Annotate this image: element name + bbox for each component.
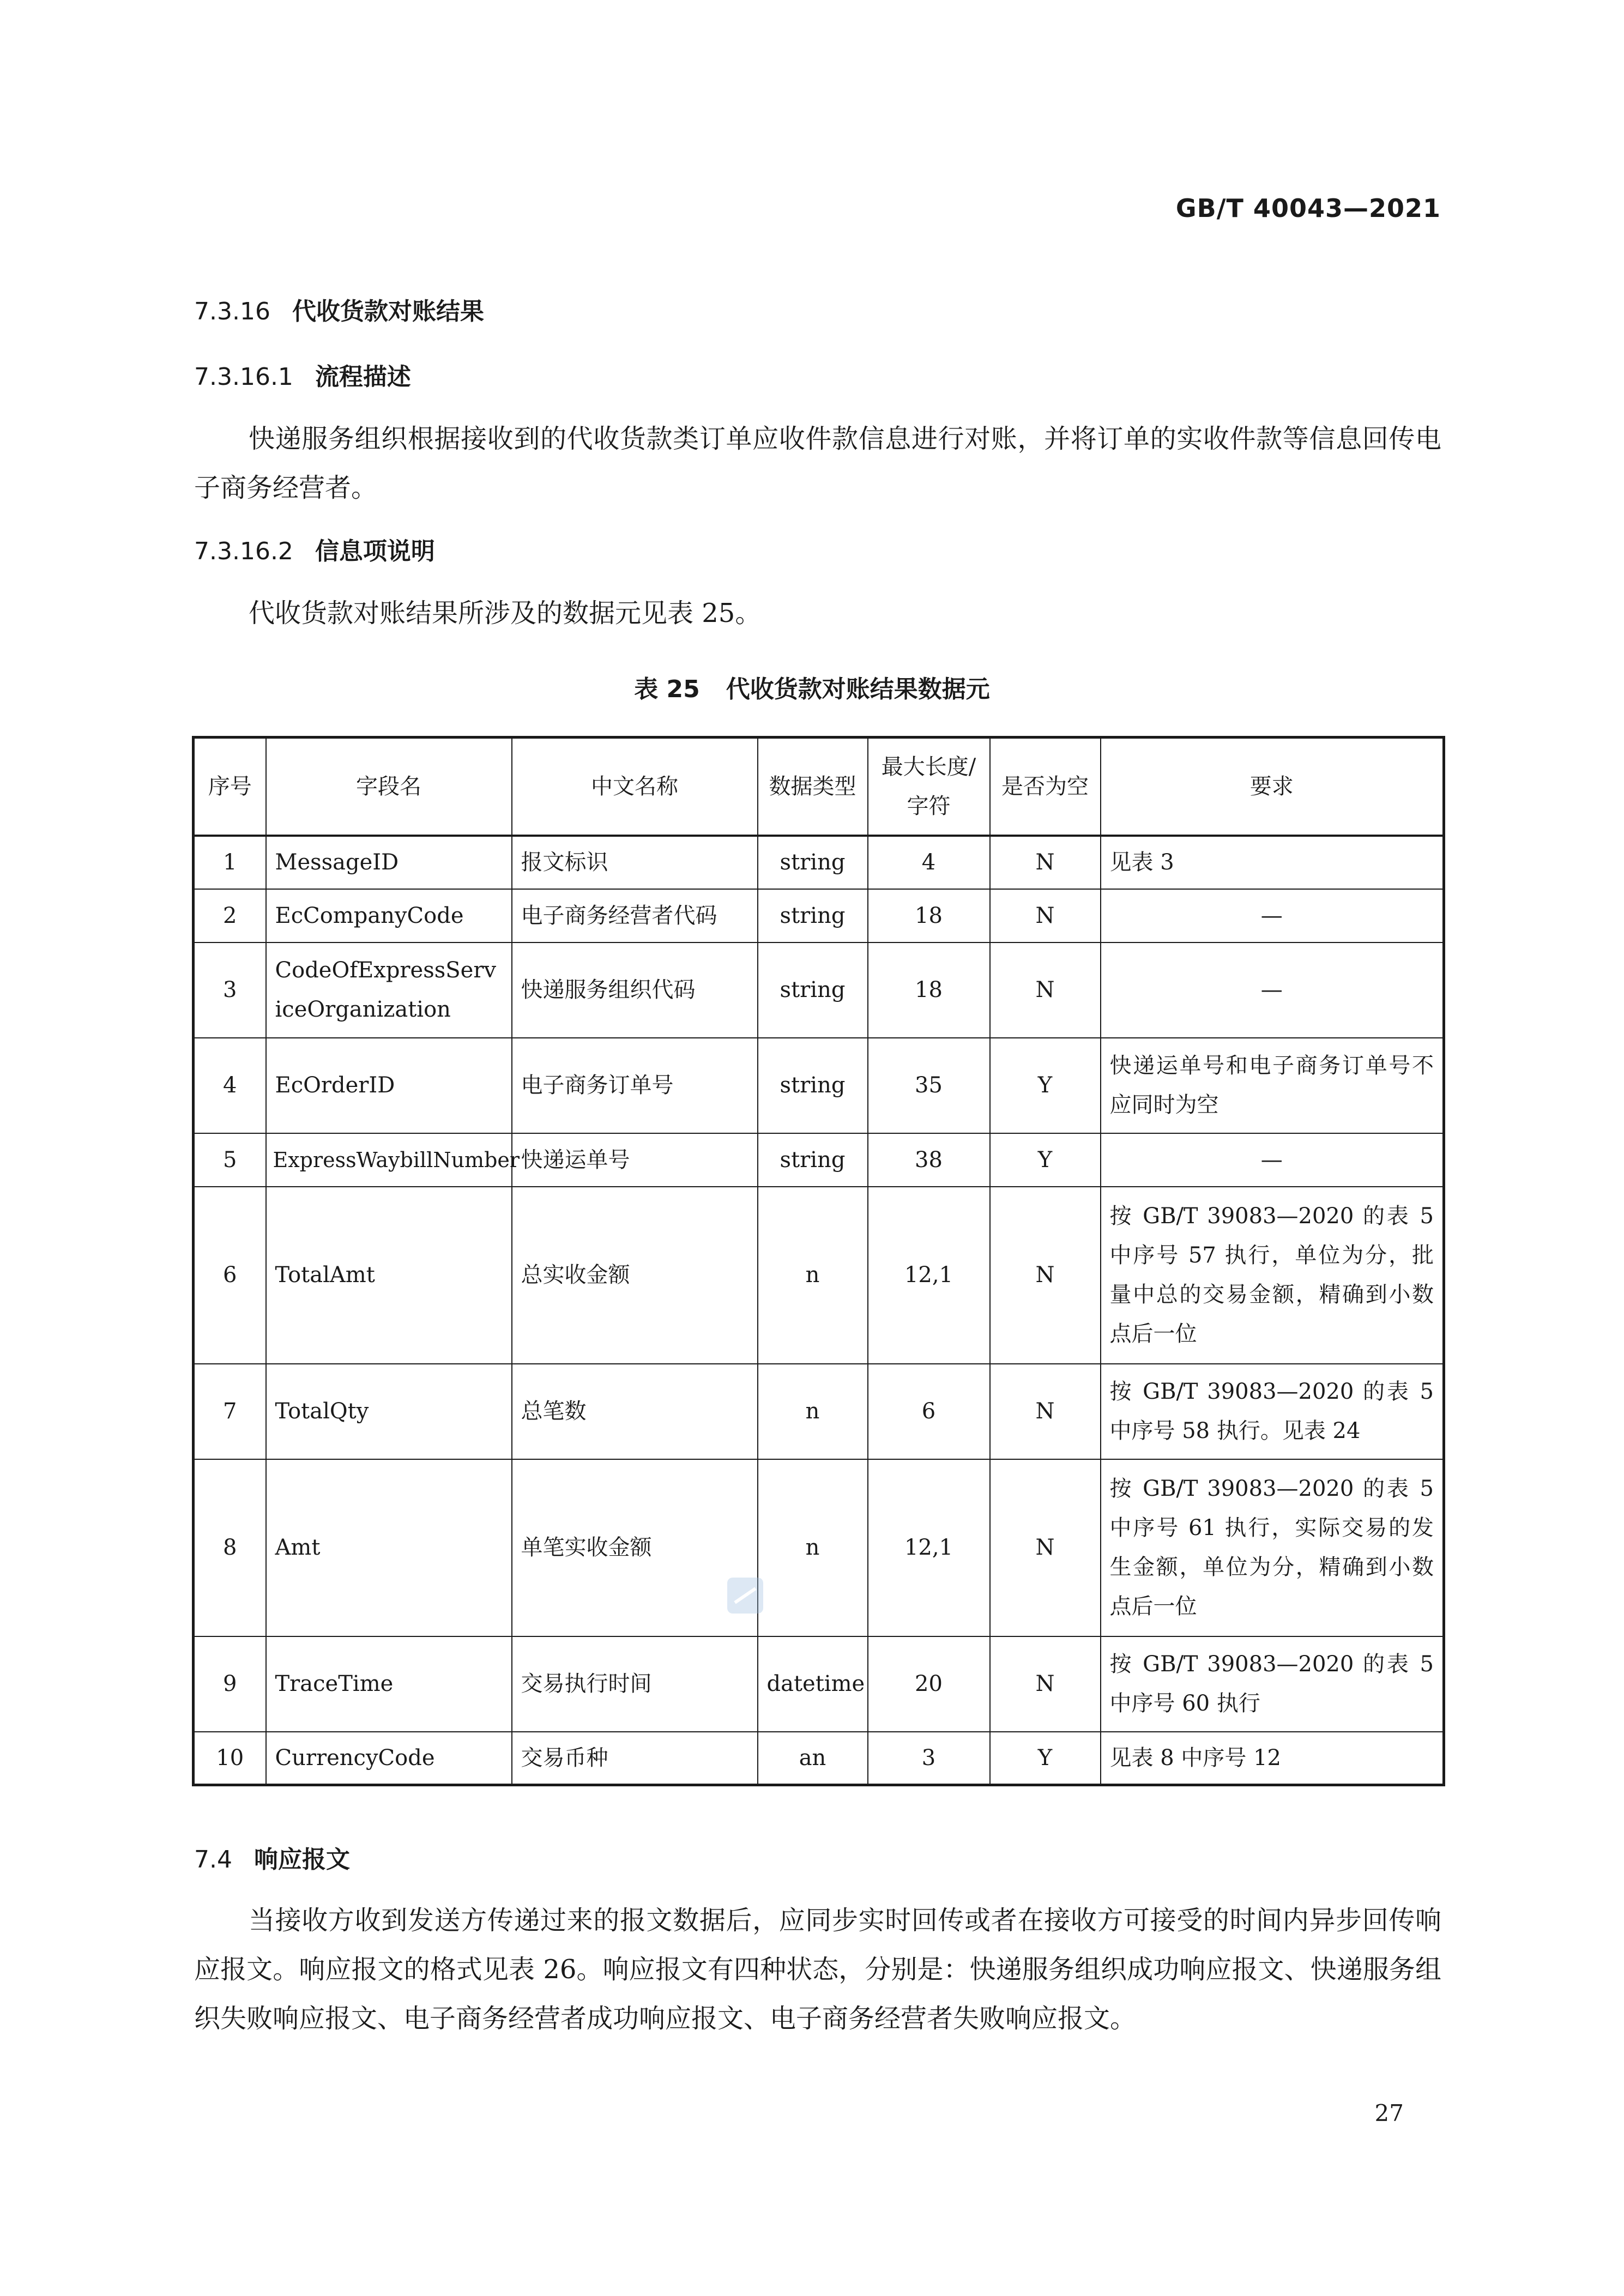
- heading-title: 信息项说明: [315, 537, 435, 565]
- header-cell-field-name: 字段名: [266, 738, 512, 836]
- cell-chinese-name: 报文标识: [512, 836, 758, 889]
- paragraph-process-description: 快递服务组织根据接收到的代收货款类订单应收件款信息进行对账，并将订单的实收件款等信息回传电子商务经营者。: [194, 424, 1441, 503]
- paragraph-data-elements-ref: 代收货款对账结果所涉及的数据元见表 25。: [249, 598, 762, 629]
- standard-number: GB/T 40043—2021: [1175, 194, 1441, 223]
- cell-index: 6: [194, 1187, 266, 1364]
- cell-chinese-name: 交易币种: [512, 1732, 758, 1785]
- heading-title: 流程描述: [315, 363, 411, 391]
- heading-7-3-16-1: [194, 357, 411, 392]
- cell-requirement: 按 GB/T 39083—2020 的表 5 中序号 58 执行。见表 24: [1101, 1364, 1444, 1459]
- cell-max-length: 12,1: [868, 1187, 990, 1364]
- cell-max-length: 4: [868, 836, 990, 889]
- cell-data-type: string: [758, 1133, 868, 1187]
- cell-field-name: ExpressWaybillNumber: [266, 1133, 512, 1187]
- cell-nullable: Y: [990, 1732, 1101, 1785]
- cell-field-name: TraceTime: [266, 1636, 512, 1732]
- heading-number: 7.3.16.2: [194, 537, 293, 565]
- cell-requirement: 按 GB/T 39083—2020 的表 5 中序号 57 执行，单位为分，批量中总的交易金额，精确到小数点后一位: [1101, 1187, 1444, 1364]
- cell-max-length: 18: [868, 942, 990, 1038]
- cell-chinese-name: 交易执行时间: [512, 1636, 758, 1732]
- paragraph-response-message: 当接收方收到发送方传递过来的报文数据后，应同步实时回传或者在接收方可接受的时间内异步回传响应报文。响应报文的格式见表 26。响应报文有四种状态，分别是：快递服务组织成功响应报文、快递服务组织失败响应报文、电子商务经营者成功响应报文、电子商务经营者失败响应报文。: [194, 1905, 1441, 2034]
- cell-index: 5: [194, 1133, 266, 1187]
- cell-chinese-name: 单笔实收金额: [512, 1459, 758, 1636]
- watermark-logo-icon: [725, 1575, 765, 1616]
- cell-index: 4: [194, 1038, 266, 1133]
- cell-index: 9: [194, 1636, 266, 1732]
- cell-nullable: N: [990, 1364, 1101, 1459]
- table-row: [194, 1459, 1444, 1636]
- cell-max-length: 20: [868, 1636, 990, 1732]
- page-number: 27: [1374, 2100, 1404, 2126]
- header-cell-nullable: 是否为空: [990, 738, 1101, 836]
- cell-data-type: string: [758, 942, 868, 1038]
- table-caption: [0, 669, 1624, 704]
- cell-field-name: CurrencyCode: [266, 1732, 512, 1785]
- cell-field-name: MessageID: [266, 836, 512, 889]
- cell-data-type: string: [758, 889, 868, 942]
- cell-field-name: TotalAmt: [266, 1187, 512, 1364]
- table-row: [194, 836, 1444, 889]
- table-row: [194, 1636, 1444, 1732]
- header-cell-data-type: 数据类型: [758, 738, 868, 836]
- cell-field-name: Amt: [266, 1459, 512, 1636]
- cell-index: 2: [194, 889, 266, 942]
- header-cell-index: 序号: [194, 738, 266, 836]
- cell-data-type: n: [758, 1459, 868, 1636]
- data-elements-table: [192, 736, 1445, 1786]
- cell-chinese-name: 快递运单号: [512, 1133, 758, 1187]
- table-row: [194, 1187, 1444, 1364]
- header-cell-max-length: 最大长度/字符: [868, 738, 990, 836]
- cell-nullable: N: [990, 1187, 1101, 1364]
- cell-data-type: n: [758, 1364, 868, 1459]
- cell-max-length: 6: [868, 1364, 990, 1459]
- table-row: [194, 1364, 1444, 1459]
- header-cell-chinese-name: 中文名称: [512, 738, 758, 836]
- cell-data-type: string: [758, 836, 868, 889]
- cell-requirement: —: [1101, 1133, 1444, 1187]
- cell-field-name: EcOrderID: [266, 1038, 512, 1133]
- table-row: [194, 1133, 1444, 1187]
- cell-field-name: CodeOfExpressServiceOrganization: [266, 942, 512, 1038]
- cell-requirement: 快递运单号和电子商务订单号不应同时为空: [1101, 1038, 1444, 1133]
- heading-7-4: [194, 1840, 350, 1875]
- cell-requirement: —: [1101, 942, 1444, 1038]
- cell-nullable: N: [990, 942, 1101, 1038]
- cell-nullable: Y: [990, 1133, 1101, 1187]
- cell-index: 8: [194, 1459, 266, 1636]
- cell-chinese-name: 总笔数: [512, 1364, 758, 1459]
- cell-data-type: an: [758, 1732, 868, 1785]
- cell-requirement: 见表 3: [1101, 836, 1444, 889]
- heading-title: 响应报文: [253, 1846, 350, 1874]
- cell-nullable: N: [990, 1459, 1101, 1636]
- cell-chinese-name: 快递服务组织代码: [512, 942, 758, 1038]
- table-header-row: [194, 738, 1444, 836]
- cell-field-name: EcCompanyCode: [266, 889, 512, 942]
- table-row: [194, 1732, 1444, 1785]
- heading-number: 7.4: [194, 1846, 232, 1874]
- heading-7-3-16: [194, 292, 484, 327]
- heading-title: 代收货款对账结果: [292, 298, 484, 325]
- cell-nullable: N: [990, 836, 1101, 889]
- cell-field-name: TotalQty: [266, 1364, 512, 1459]
- cell-chinese-name: 电子商务订单号: [512, 1038, 758, 1133]
- cell-index: 10: [194, 1732, 266, 1785]
- cell-index: 7: [194, 1364, 266, 1459]
- cell-requirement: 见表 8 中序号 12: [1101, 1732, 1444, 1785]
- cell-requirement: 按 GB/T 39083—2020 的表 5 中序号 61 执行，实际交易的发生金额，单位为分，精确到小数点后一位: [1101, 1459, 1444, 1636]
- heading-number: 7.3.16: [194, 298, 270, 325]
- cell-requirement: 按 GB/T 39083—2020 的表 5 中序号 60 执行: [1101, 1636, 1444, 1732]
- cell-max-length: 3: [868, 1732, 990, 1785]
- cell-max-length: 35: [868, 1038, 990, 1133]
- cell-chinese-name: 电子商务经营者代码: [512, 889, 758, 942]
- header-cell-requirement: 要求: [1101, 738, 1444, 836]
- cell-index: 1: [194, 836, 266, 889]
- table-title: 代收货款对账结果数据元: [726, 675, 990, 703]
- cell-nullable: Y: [990, 1038, 1101, 1133]
- table-row: [194, 942, 1444, 1038]
- table-row: [194, 1038, 1444, 1133]
- cell-chinese-name: 总实收金额: [512, 1187, 758, 1364]
- cell-max-length: 38: [868, 1133, 990, 1187]
- cell-nullable: N: [990, 1636, 1101, 1732]
- cell-data-type: string: [758, 1038, 868, 1133]
- cell-max-length: 12,1: [868, 1459, 990, 1636]
- cell-requirement: —: [1101, 889, 1444, 942]
- cell-data-type: n: [758, 1187, 868, 1364]
- heading-number: 7.3.16.1: [194, 363, 293, 391]
- cell-max-length: 18: [868, 889, 990, 942]
- cell-index: 3: [194, 942, 266, 1038]
- heading-7-3-16-2: [194, 531, 435, 566]
- table-row: [194, 889, 1444, 942]
- table-number: 表 25: [634, 675, 700, 703]
- cell-data-type: datetime: [758, 1636, 868, 1732]
- cell-nullable: N: [990, 889, 1101, 942]
